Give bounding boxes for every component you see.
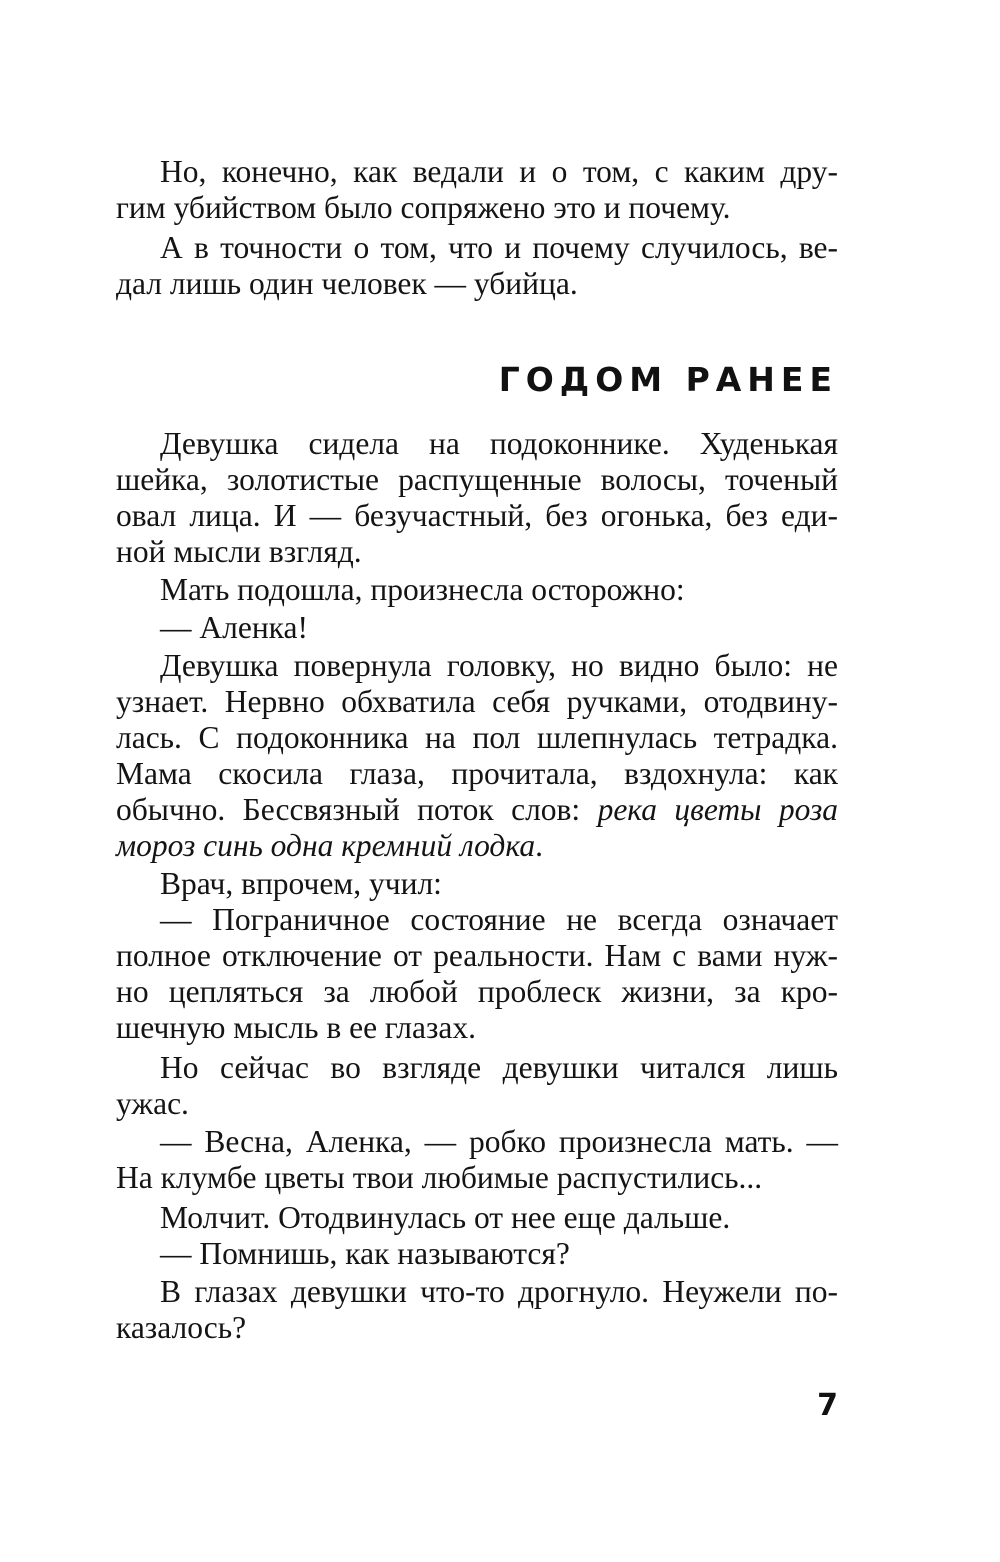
text-line: Девушка повернула головку, но видно было: не	[160, 648, 838, 683]
italic-text: река цветы роза	[597, 792, 838, 827]
text-line: дал лишь один человек — убийца.	[116, 266, 578, 301]
text-line: Но сейчас во взгляде девушки читался лишь	[160, 1050, 838, 1085]
text-line-mixed	[116, 792, 838, 828]
text-line: шечную мысль в ее глазах.	[116, 1010, 477, 1045]
text-line: узнает. Нервно обхватила себя ручками, отодвину-	[116, 684, 838, 719]
text-line: Но, конечно, как ведали и о том, с каким дру-	[160, 154, 838, 189]
text-line: Молчит. Отодвинулась от нее еще дальше.	[160, 1200, 731, 1235]
text-line: — Весна, Аленка, — робко произнесла мать. —	[160, 1124, 838, 1159]
text-span: .	[535, 828, 543, 863]
page-number: 7	[817, 1388, 838, 1423]
text-line: казалось?	[116, 1310, 247, 1345]
text-line: ной мысли взгляд.	[116, 534, 362, 569]
text-line: овал лица. И — безучастный, без огонька, без еди-	[116, 498, 838, 533]
text-line: но цепляться за любой проблеск жизни, за кро-	[116, 974, 838, 1009]
chapter-heading: ГОДОМ РАНЕЕ	[498, 360, 838, 399]
text-line: — Аленка!	[160, 610, 308, 645]
text-line-mixed	[116, 828, 543, 864]
text-line: Врач, впрочем, учил:	[160, 866, 442, 901]
text-line: В глазах девушки что-то дрогнуло. Неужели по-	[160, 1274, 838, 1309]
text-line: — Помнишь, как называются?	[160, 1236, 570, 1271]
text-line: — Пограничное состояние не всегда означает	[160, 902, 838, 937]
text-span: обычно. Бессвязный поток слов:	[116, 792, 598, 827]
italic-text: мороз синь одна кремний лодка	[116, 828, 536, 863]
text-line: Мать подошла, произнесла осторожно:	[160, 572, 685, 607]
text-line: ужас.	[116, 1086, 189, 1121]
text-line: Мама скосила глаза, прочитала, вздохнула: как	[116, 756, 838, 791]
text-line: Девушка сидела на подоконнике. Худенькая	[160, 426, 838, 461]
text-line: А в точности о том, что и почему случилось, ве-	[160, 230, 838, 265]
text-line: лась. С подоконника на пол шлепнулась тетрадка.	[116, 720, 838, 755]
text-line: гим убийством было сопряжено это и почему.	[116, 190, 731, 225]
text-line: шейка, золотистые распущенные волосы, точеный	[116, 462, 838, 497]
text-line: полное отключение от реальности. Нам с вами нуж-	[116, 938, 838, 973]
text-line: На клумбе цветы твои любимые распустились...	[116, 1160, 763, 1195]
